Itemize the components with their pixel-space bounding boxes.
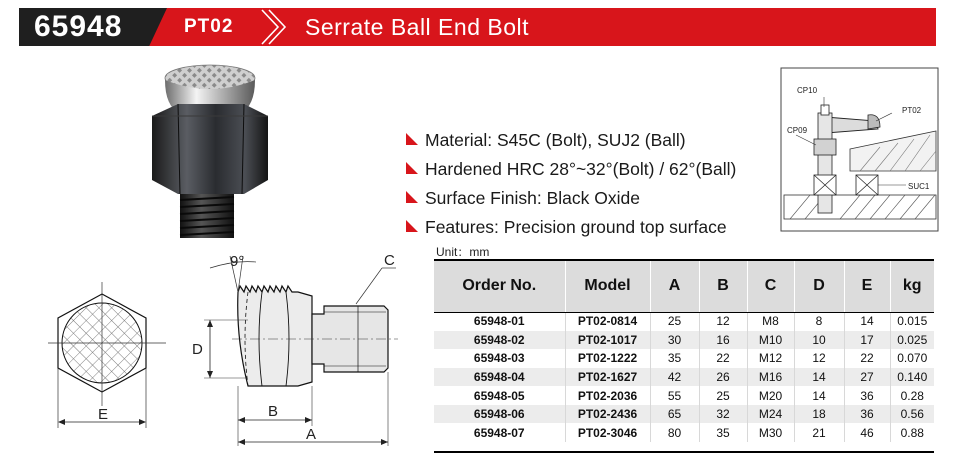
table-cell: PT02-2036 — [565, 386, 650, 405]
table-cell: M8 — [747, 312, 794, 331]
table-cell: 14 — [844, 312, 890, 331]
table-header-rule — [434, 312, 934, 313]
dim-a-label: A — [306, 426, 317, 443]
table-row — [434, 349, 934, 368]
table-cell: M20 — [747, 386, 794, 405]
table-cell: 14 — [794, 386, 844, 405]
table-cell: 21 — [794, 424, 844, 443]
col-header: Model — [565, 260, 650, 312]
dim-e-label: E — [98, 406, 109, 423]
table-cell: 17 — [844, 331, 890, 350]
table-cell: 25 — [650, 312, 699, 331]
triangle-bullet-icon — [406, 133, 418, 145]
table-cell: 8 — [794, 312, 844, 331]
col-header: A — [650, 260, 699, 312]
table-cell: 36 — [844, 405, 890, 424]
model-code: PT02 — [184, 16, 234, 37]
unit-label: Unit：mm — [436, 245, 490, 259]
dim-d-label: D — [192, 341, 203, 358]
table-row — [434, 386, 934, 405]
table-cell: 35 — [650, 349, 699, 368]
table-cell: M30 — [747, 424, 794, 443]
table-cell: 0.140 — [890, 368, 934, 387]
feature-item — [406, 129, 736, 158]
chevron-right-icon — [258, 8, 288, 46]
table-cell: 35 — [699, 424, 747, 443]
table-cell: PT02-1627 — [565, 368, 650, 387]
table-cell: 0.070 — [890, 349, 934, 368]
col-header: C — [747, 260, 794, 312]
table-cell: 65948-04 — [434, 368, 565, 387]
triangle-bullet-icon — [406, 191, 418, 203]
feature-text: Hardened HRC 28°~32°(Bolt) / 62°(Ball) — [425, 159, 737, 179]
col-header: D — [794, 260, 844, 312]
table-cell: 80 — [650, 424, 699, 443]
table-cell: 27 — [844, 368, 890, 387]
table-cell: 0.56 — [890, 405, 934, 424]
label-suc1: SUC1 — [908, 182, 930, 191]
assembly-diagram — [780, 67, 940, 233]
table-cell: 16 — [699, 331, 747, 350]
table-cell: 12 — [699, 312, 747, 331]
page-title: Serrate Ball End Bolt — [305, 14, 530, 40]
table-cell: 0.015 — [890, 312, 934, 331]
label-cp10: CP10 — [797, 86, 818, 95]
col-header: B — [699, 260, 747, 312]
table-bottom-rule — [434, 451, 934, 453]
table-cell: PT02-2436 — [565, 405, 650, 424]
table-cell: 10 — [794, 331, 844, 350]
product-code: 65948 — [34, 10, 123, 43]
table-cell: 46 — [844, 424, 890, 443]
triangle-bullet-icon — [406, 220, 418, 232]
table-cell: M24 — [747, 405, 794, 424]
feature-item — [406, 187, 736, 216]
table-cell: 22 — [699, 349, 747, 368]
table-cell: PT02-0814 — [565, 312, 650, 331]
table-cell: 25 — [699, 386, 747, 405]
table-cell: 0.28 — [890, 386, 934, 405]
table-cell: M12 — [747, 349, 794, 368]
table-cell: 65948-01 — [434, 312, 565, 331]
table-top-rule — [434, 259, 934, 261]
table-row — [434, 405, 934, 424]
table-row — [434, 331, 934, 350]
table-cell: 65948-05 — [434, 386, 565, 405]
table-cell: 65 — [650, 405, 699, 424]
dim-c-label: C — [384, 252, 395, 269]
table-cell: 14 — [794, 368, 844, 387]
table-cell: 30 — [650, 331, 699, 350]
table-cell: 42 — [650, 368, 699, 387]
table-cell: PT02-1222 — [565, 349, 650, 368]
table-cell: 0.88 — [890, 424, 934, 443]
table-cell: 0.025 — [890, 331, 934, 350]
side-view-drawing — [188, 248, 410, 456]
table-cell: 26 — [699, 368, 747, 387]
table-cell: PT02-3046 — [565, 424, 650, 443]
col-header: kg — [890, 260, 934, 312]
feature-item — [406, 216, 736, 245]
label-cp09: CP09 — [787, 126, 808, 135]
col-header: Order No. — [434, 260, 565, 312]
table-cell: 18 — [794, 405, 844, 424]
table-row — [434, 312, 934, 331]
table-cell: 55 — [650, 386, 699, 405]
table-header-row — [434, 260, 934, 312]
table-cell: 12 — [794, 349, 844, 368]
table-cell: 36 — [844, 386, 890, 405]
col-header: E — [844, 260, 890, 312]
table-cell: 22 — [844, 349, 890, 368]
dim-b-label: B — [268, 403, 279, 420]
table-cell: 65948-03 — [434, 349, 565, 368]
table-cell: 32 — [699, 405, 747, 424]
table-cell: 65948-07 — [434, 424, 565, 443]
product-photo — [140, 58, 280, 243]
table-cell: M10 — [747, 331, 794, 350]
label-pt02: PT02 — [902, 106, 922, 115]
feature-text: Surface Finish: Black Oxide — [425, 188, 640, 208]
triangle-bullet-icon — [406, 162, 418, 174]
table-cell: 65948-02 — [434, 331, 565, 350]
feature-item — [406, 158, 736, 187]
dim-angle-label: 9° — [230, 253, 245, 270]
spec-table — [434, 260, 934, 442]
table-cell: PT02-1017 — [565, 331, 650, 350]
feature-list — [406, 129, 736, 245]
feature-text: Features: Precision ground top surface — [425, 217, 727, 237]
table-row — [434, 424, 934, 443]
feature-text: Material: S45C (Bolt), SUJ2 (Ball) — [425, 130, 686, 150]
table-cell: M16 — [747, 368, 794, 387]
table-row — [434, 368, 934, 387]
table-cell: 65948-06 — [434, 405, 565, 424]
top-view-drawing — [48, 282, 170, 432]
